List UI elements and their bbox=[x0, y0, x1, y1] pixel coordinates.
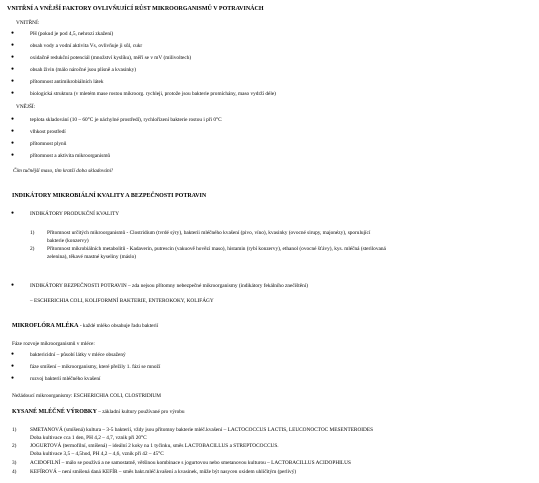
milk-undesirable: Nežádoucí mikroorganismy: ESCHERICHIA COLI, CLOSTRIDIUM bbox=[12, 393, 161, 399]
bullet-icon: ● bbox=[11, 141, 15, 146]
milk-title: MIKROFLÓRA MLÉKA bbox=[12, 323, 79, 329]
quality-item-line: Přítomnost určitých mikroorganismů - Clostridium (tvrdé sýry), bakterii mléčného kvašení (pivo, víno), kvasinky (ovocné sirupy, majonézy), sporulující bbox=[47, 230, 371, 236]
bullet-icon: ● bbox=[11, 31, 15, 36]
list-number: 3) bbox=[12, 460, 17, 466]
milk-item: fáze smíšení – mikroorganismy, které přežily 1. fázi se množí bbox=[30, 364, 161, 370]
bullet-icon: ● bbox=[11, 117, 15, 122]
internal-item: PH (pokud je pod 4,5, nehrozí zkažení) bbox=[30, 31, 114, 37]
milk-title-row bbox=[12, 323, 158, 329]
internal-heading: VNITŘNÍ: bbox=[16, 20, 40, 26]
bullet-icon: ● bbox=[11, 67, 15, 72]
internal-item: biologická struktura (v mletém mase rostou mikroorg. rychleji, protože jsou bakterie promíchány, maso vydrží déle) bbox=[30, 91, 276, 97]
quality-item-line: bakterie (konzervy) bbox=[47, 238, 89, 244]
doc-title: VNITŘNÍ A VNĚJŠÍ FAKTORY OVLIVŇUJÍCÍ RŮST MIKROORGANISMŮ V POTRAVINÁCH bbox=[7, 6, 264, 12]
sour-title: KYSANÉ MLÉČNÉ VÝROBKY bbox=[12, 409, 97, 415]
milk-phases-heading: Fáze rozvoje mikroorganismů v mléce: bbox=[12, 341, 95, 347]
list-number: 2) bbox=[12, 443, 17, 449]
sour-item-line: Doba kultivace 3,5 – 4,5hod, PH 4,2 – 4,6, vznik při 42 – 45°C bbox=[30, 451, 164, 457]
list-number: 2) bbox=[30, 246, 35, 252]
internal-item: obsah vody a vodní aktivita Vs, ovlivňuje ji sůl, cukr bbox=[30, 43, 143, 49]
safety-heading: INDIKÁTORY BEZPEČNOSTI POTRAVIN – zda nejsou přítomny nebezpečné mikroorganismy (indikátory fekálního znečištění) bbox=[30, 283, 308, 289]
list-number: 1) bbox=[30, 230, 35, 236]
bullet-icon: ● bbox=[11, 376, 15, 381]
milk-item: rozvoj bakterií mléčného kvašení bbox=[30, 376, 101, 382]
milk-title-rest: - každé mléko obsahuje řadu bakterií bbox=[79, 323, 159, 329]
bullet-icon: ● bbox=[11, 55, 15, 60]
list-number: 1) bbox=[12, 427, 17, 433]
sour-item-line: JOGURTOVÁ (termofilní, smíšená) – ideální 2 koky na 1 tyčinku, směs LACTOBACILLUS a STREPTOCOCCUS. bbox=[30, 443, 279, 449]
bullet-icon: ● bbox=[11, 129, 15, 134]
bullet-icon: ● bbox=[11, 352, 15, 357]
milk-item: baktericidní – působí látky v mléce obsažený bbox=[30, 352, 126, 358]
storage-note: Čím tučnější maso, tím kratší doba skladování! bbox=[13, 168, 113, 174]
sour-title-rest: – základní kultury používané pro výrobu bbox=[98, 409, 185, 415]
bullet-icon: ● bbox=[11, 283, 15, 288]
internal-item: oxidačně redukční potenciál (množství kyslíku), měří se v mV (milivoltech) bbox=[30, 55, 192, 61]
sour-item-line: SMETANOVÁ (smíšená) kultura – 3-5 bakterií, vždy jsou přítomny bakterie mléč.kvašení – LACTOCOCCUS LACTIS, LEUCONOCTOC MESENTEROIDES bbox=[30, 427, 374, 433]
safety-line: – ESCHERICHIA COLI, KOLIFORMNÍ BAKTERIE, ENTEROKOKY, KOLIFÁGY bbox=[30, 298, 214, 304]
bullet-icon: ● bbox=[11, 153, 15, 158]
external-item: přítomnost plynů bbox=[30, 141, 67, 147]
external-item: teplota skladování (10 – 60°C je náchylné prostředí), rychlořízení bakterie rostou i při 0°C bbox=[30, 117, 222, 123]
quality-item-line: Přítomnost mikrobiálních metabolitů - Kadaverin, putrescin (vakuově hovězí maso), histamin (rybí konzervy), ethanol (ovocné šťávy), kys. mléčná (sterilovaná bbox=[47, 246, 386, 252]
sour-item-line: ACIDOFILNÍ – málo se používá a ne samostatně, většinou kombinace s jogurtovou nebo smetanovou kulturou – LACTOBACILLUS ACIDOPHILUS bbox=[30, 460, 351, 466]
bullet-icon: ● bbox=[11, 79, 15, 84]
external-item: přítomnost a aktivita mikroorganismů bbox=[30, 153, 111, 159]
external-heading: VNĚJŠÍ: bbox=[16, 104, 36, 110]
internal-item: přítomnost antimikrobiálních látek bbox=[30, 79, 104, 85]
quality-heading: INDIKÁTORY PRODUKČNÍ KVALITY bbox=[30, 211, 120, 217]
sour-item-line: KEFÍROVÁ – není smíšená daná KEFÍR – směs bakt.mléč.kvašení a kvasinek, může být nasycen oxidem uhličitým (perlivý) bbox=[30, 469, 297, 475]
sour-item-line: Doba kultivace cca 1 den, PH 4,2 – 4,7, vznik při 20°C bbox=[30, 435, 147, 441]
quality-item-line: zelenina), těkavé mastné kyseliny (máslo) bbox=[47, 254, 136, 260]
list-number: 4) bbox=[12, 469, 17, 475]
internal-item: obsah živin (málo náročné jsou plísně a kvasinky) bbox=[30, 67, 137, 73]
section2-title: INDIKÁTORY MIKROBIÁLNÍ KVALITY A BEZPEČNOSTI POTRAVIN bbox=[12, 193, 207, 199]
external-item: vlhkost prostředí bbox=[30, 129, 66, 135]
bullet-icon: ● bbox=[11, 364, 15, 369]
bullet-icon: ● bbox=[11, 43, 15, 48]
bullet-icon: ● bbox=[11, 91, 15, 96]
bullet-icon: ● bbox=[11, 211, 15, 216]
sour-title-row bbox=[12, 409, 185, 415]
